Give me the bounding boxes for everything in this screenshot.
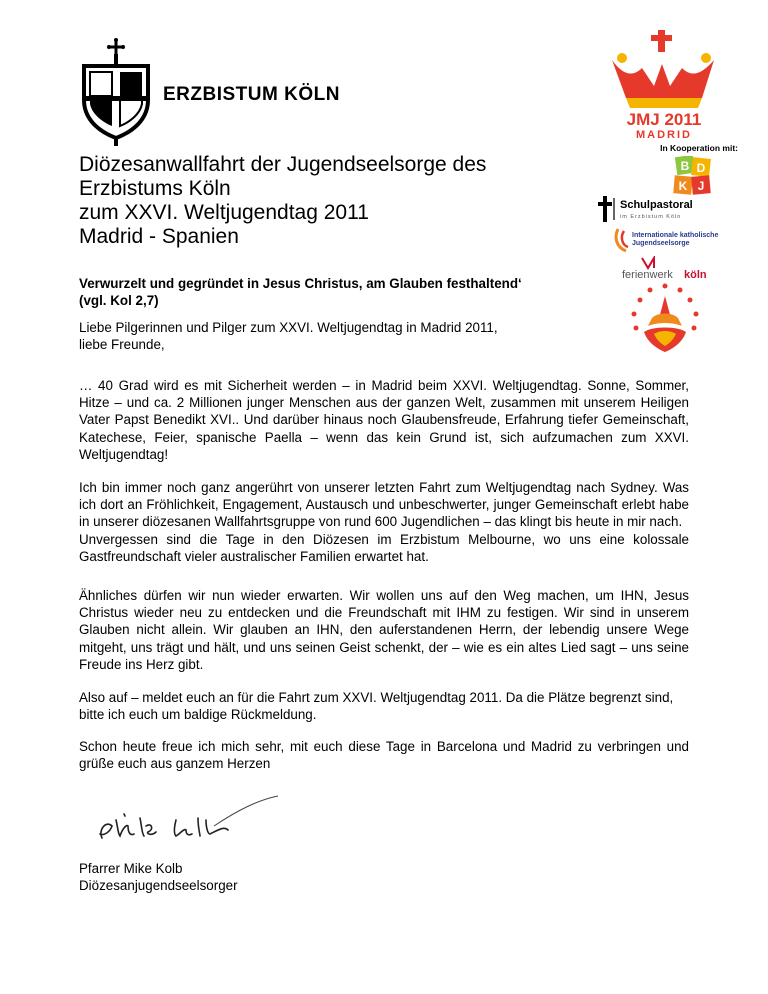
ikj-logo bbox=[612, 225, 740, 255]
letter-paragraph bbox=[79, 479, 689, 565]
org-name: ERZBISTUM KÖLN bbox=[163, 84, 340, 105]
greeting-line: liebe Freunde, bbox=[79, 337, 165, 353]
schulpastoral-text: Schulpastoral bbox=[620, 199, 693, 211]
title-line: Diözesanwallfahrt der Jugendseelsorge des bbox=[79, 153, 487, 176]
motto-line: Verwurzelt und gegründet in Jesus Christus, am Glauben festhaltend‘ bbox=[79, 276, 522, 291]
letter-paragraph: Schon heute freue ich mich sehr, mit euch diese Tage in Barcelona und Madrid zu verbringen und grüße euch aus ganzem Herzen bbox=[79, 739, 689, 772]
svg-text:J: J bbox=[697, 179, 705, 193]
svg-text:B: B bbox=[680, 159, 690, 173]
ferienwerk-koeln-text: köln bbox=[684, 269, 707, 281]
paragraph-part: Unvergessen sind die Tage in den Diözesen im Erzbistum Melbourne, wo uns eine kolossale Gastfreundschaft vieler australischer Familien erwartet hat. bbox=[79, 531, 689, 564]
cooperation-label: In Kooperation mit: bbox=[660, 143, 738, 153]
jmj-logo-text: JMJ 2011 bbox=[626, 110, 702, 129]
svg-text:D: D bbox=[696, 161, 706, 175]
jmj-2011-logo bbox=[598, 28, 730, 140]
ikj-text-line1: Internationale katholische bbox=[632, 232, 719, 239]
letter-motto bbox=[79, 275, 579, 309]
ferienwerk-koeln-logo bbox=[612, 256, 740, 282]
ikj-text-line2: Jugendseelsorge bbox=[632, 240, 690, 247]
title-line: zum XXVI. Weltjugendtag 2011 bbox=[79, 201, 369, 224]
bdkj-logo bbox=[662, 156, 712, 196]
letter-paragraph: Also auf – meldet euch an für die Fahrt zum XXVI. Weltjugendtag 2011. Da die Plätze begrenzt sind, bitte ich euch um baldige Rückmeldung. bbox=[79, 690, 674, 723]
handwritten-signature bbox=[88, 790, 288, 850]
dove-flame-emblem-logo bbox=[622, 282, 708, 354]
paragraph-part: Ich bin immer noch ganz angerührt von unserer letzten Fahrt zum Weltjugendtag nach Sydney. Was ich dort an Fröhlichkeit, Engagement, Austausch und unbeschwerter, junger Gemeinschaft erlebt habe in unserer diözesanen Wallfahrtsgruppe von rund 600 Jugendlichen – das klingt bis heute in mir nach. bbox=[79, 480, 689, 530]
schulpastoral-logo bbox=[598, 194, 738, 224]
page-title bbox=[79, 153, 579, 249]
greeting-line: Liebe Pilgerinnen und Pilger zum XXVI. Weltjugendtag in Madrid 2011, bbox=[79, 320, 498, 335]
ferienwerk-text: ferienwerk bbox=[622, 269, 673, 281]
letter-paragraph: Ähnliches dürfen wir nun wieder erwarten. Wir wollen uns auf den Weg machen, um IHN, Jesus Christus wieder neu zu entdecken und die Freundschaft mit IHM zu festigen. Wir sind in unserem Glauben nicht allein. Wir glauben an IHN, den auferstandenen Herrn, der lebendig unsere Wege mitgeht, uns trägt und hält, und uns seinen Geist schenkt, der – wie es ein altes Lied sagt – uns seine Freude ins Herz gibt. bbox=[79, 588, 689, 672]
letter-paragraph: … 40 Grad wird es mit Sicherheit werden – in Madrid beim XXVI. Weltjugendtag. Sonne, Sommer, Hitze – und ca. 2 Millionen junger Menschen aus der ganzen Welt, zusammen mit unserem Heiligen Vater Papst Benedikt XVI.. Und darüber hinaus noch Glaubensfreude, Erfahrung tiefer Gemeinschaft, Katechese, Feier, spanische Paella – wenn das kein Grund ist, sich aufzumachen zum XXVI. Weltjugendtag! bbox=[79, 378, 689, 462]
schulpastoral-subtext: im Erzbistum Köln bbox=[620, 214, 682, 220]
archdiocese-crest-logo bbox=[78, 38, 154, 146]
title-line: Erzbistums Köln bbox=[79, 177, 231, 200]
letter-greeting bbox=[79, 319, 579, 353]
signer-name: Pfarrer Mike Kolb bbox=[79, 861, 183, 876]
svg-text:K: K bbox=[678, 179, 688, 193]
signer-role: Diözesanjugendseelsorger bbox=[79, 878, 238, 893]
title-line: Madrid - Spanien bbox=[79, 225, 239, 248]
motto-line: (vgl. Kol 2,7) bbox=[79, 293, 159, 309]
jmj-logo-subtext: MADRID bbox=[636, 129, 692, 140]
